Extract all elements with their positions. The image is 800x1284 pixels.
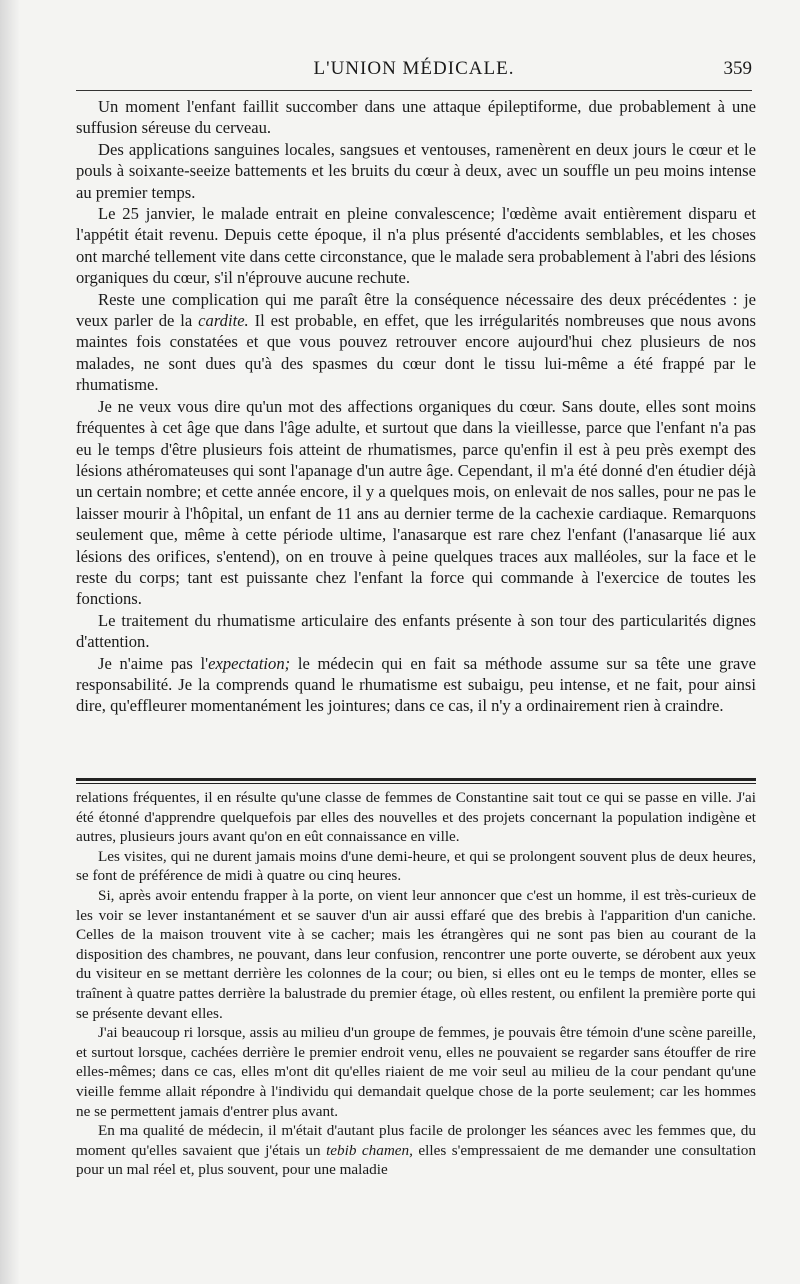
page-number: 359 (723, 58, 752, 79)
page-edge-shadow (0, 0, 20, 1284)
text-run: En ma qualité de médecin, il m'était d'autant plus facile de prolonger les séances avec les femmes que, du moment qu'elles savaient que j'étais un (76, 1122, 756, 1159)
text-run: Il est probable, en effet, que les irrégularités nombreuses que nous avons maintes fois constatées et que vous pouvez retrouver encore aujourd'hui chez plusieurs de nos malades, ne sont dues qu'à des spasmes du cœur dont le tissu lui-même a été frappé par le rhumatisme. (76, 311, 756, 395)
header-rule (76, 90, 752, 91)
text-run: Reste une complication qui me paraît être la conséquence nécessaire des deux précédentes : je veux parler de la (76, 289, 756, 331)
paragraph: Je ne veux vous dire qu'un mot des affections organiques du cœur. Sans doute, elles sont moins fréquentes à cet âge que dans l'âge adulte, et surtout que dans la vieillesse, parce que l'enfant n'a pas eu le temps d'être plusieurs fois atteint de rhumatismes, parce qu'enfin il est à peu près exempt des lésions athéromateuses qui sont l'apanage d'un autre âge. Cependant, il m'a été donné d'en étudier déjà un certain nombre; et cette année encore, il y a quelques mois, on enlevait de nos salles, pour ne pas le laisser mourir à l'hôpital, un enfant de 11 ans au dernier terme de la cachexie cardiaque. Remarquons seulement que, même à cette période ultime, l'anasarque est rare chez l'enfant (l'anasarque lié aux lésions des orifices, s'entend), on en trouve à peine quelques traces aux malléoles, sur la face et le reste du corps; tant est puissante chez l'enfant la force qui commande à l'exercice de toutes les fonctions. (76, 396, 756, 609)
text-run: le médecin qui en fait sa méthode assume sur sa tête une grave responsabilité. Je la comprends quand le rhumatisme est subaigu, peu intense, et ne fait, pour ainsi dire, qu'effleurer momentanément les jointures; dans ce cas, il n'y a ordinairement rien à craindre. (76, 653, 756, 716)
paragraph: Des applications sanguines locales, sangsues et ventouses, ramenèrent en deux jours le cœur et le pouls à soixante-seeize battements et les bruits du cœur à deux, avec un souffle un peu moins intense au premier temps. (76, 139, 756, 202)
text-run: elles s'empressaient de me demander une consultation pour un mal réel et, plus souvent, pour une maladie (76, 1141, 756, 1179)
main-text (76, 96, 756, 717)
italic-term: tebib chamen, (326, 1141, 413, 1159)
paragraph (76, 653, 756, 717)
paragraph (76, 289, 756, 396)
paragraph: Les visites, qui ne durent jamais moins d'une demi-heure, et qui se prolongent souvent plus de deux heures, se font de préférence de midi à quatre ou cinq heures. (76, 847, 756, 885)
paragraph: J'ai beaucoup ri lorsque, assis au milieu d'un groupe de femmes, je pouvais être témoin d'une scène pareille, et surtout lorsque, cachées derrière le premier endroit venu, elles ne pouvaient se regarder sans étouffer de rire elles-mêmes; dans ce cas, elles m'ont dit qu'elles riaient de me voir seul au milieu de la cour pendant qu'une vieille femme allait répondre à l'individu qui demandait quelque chose de la porte seulement; car les hommes ne se permettent jamais d'entrer plus avant. (76, 1024, 756, 1120)
paragraph: relations fréquentes, il en résulte qu'une classe de femmes de Constantine sait tout ce qui se passe en ville. J'ai été étonné d'apprendre quelquefois par elles des nouvelles et des projets concernant la population indigène et autres, plusieurs jours avant qu'on en eût connaissance en ville. (76, 789, 756, 846)
feuilleton-text (76, 788, 756, 1180)
paragraph: Si, après avoir entendu frapper à la porte, on vient leur annoncer que c'est un homme, il est très-curieux de les voir se lever instantanément et se sauver d'un air aussi effaré que des brebis à l'apparition d'un caniche. Celles de la maison trouvent vite à se cacher; mais les étrangères qui ne sont pas bien au courant de la disposition des chambres, ne pouvant, dans leur confusion, rencontrer une porte ouverte, se dérobent aux yeux du visiteur en se mettant derrière les colonnes de la cour; ou bien, si elles ont eu le temps de monter, elles se traînent à quatre pattes derrière la balustrade du premier étage, où elles restent, ou enfilent la première porte qui se présente devant elles. (76, 886, 756, 1022)
italic-term: cardite. (198, 311, 249, 331)
paragraph: Le traitement du rhumatisme articulaire des enfants présente à son tour des particularités dignes d'attention. (76, 610, 756, 652)
journal-title: L'UNION MÉDICALE. (313, 58, 515, 79)
running-header (76, 58, 752, 82)
paragraph: Un moment l'enfant faillit succomber dans une attaque épileptiforme, due probablement à une suffusion séreuse du cerveau. (76, 97, 756, 138)
italic-term: expectation; (208, 653, 291, 673)
text-run: Je n'aime pas l' (98, 653, 209, 673)
feuilleton-separator (76, 778, 756, 784)
paragraph: Le 25 janvier, le malade entrait en pleine convalescence; l'œdème avait entièrement disparu et l'appétit était revenu. Depuis cette époque, il n'a plus présenté d'accidents semblables, et les choses ont marché tellement vite dans cette circonstance, que le malade sera probablement à l'abri des lésions organiques du cœur, s'il n'éprouve aucune rechute. (76, 204, 756, 288)
paragraph (76, 1121, 756, 1180)
